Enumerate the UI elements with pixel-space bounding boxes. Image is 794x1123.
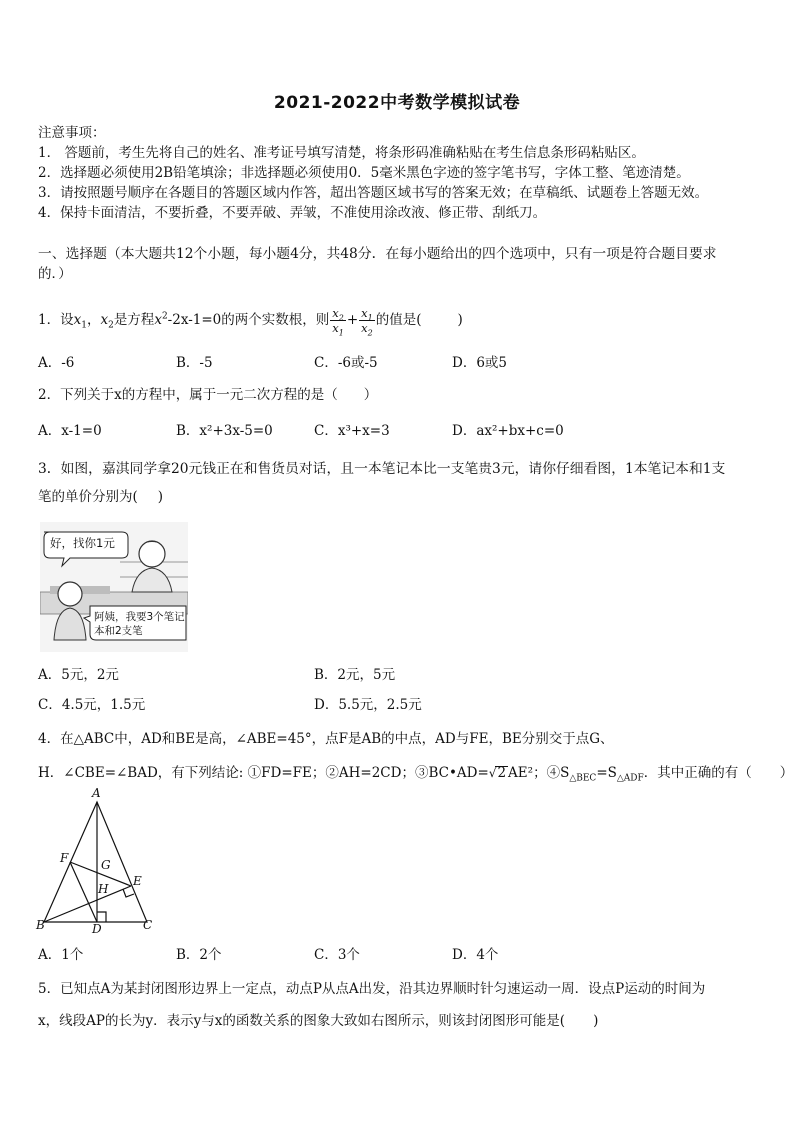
question-4-line1: 4．在△ABC中，AD和BE是高，∠ABE=45°，点F是AB的中点，AD与FE，BE分别交于点G、	[38, 731, 614, 747]
section-heading-line1: 一、选择题（本大题共12个小题，每小题4分，共48分．在每小题给出的四个选项中，只有一项是符合题目要求	[38, 246, 717, 262]
q1-option-b: B．-5	[176, 355, 213, 371]
notice-item-4: 4．保持卡面清洁，不要折叠，不要弄破、弄皱，不准使用涂改液、修正带、刮纸刀。	[38, 205, 547, 221]
question-1: 1．设$x_1$，$x_2$是方程$x^2-2x-1=0$的两个实数根，则 $\frac{x_2}{x_1}$ + $\frac{x_1}{x_2}$ 的值是( )	[38, 306, 463, 338]
q3-option-b: B．2元，5元	[314, 667, 396, 683]
q1-prefix: 1．设	[38, 312, 74, 328]
q2-option-b: B．x²+3x-5=0	[176, 423, 273, 439]
q4-sub-bec: △BEC	[569, 773, 597, 784]
q2-close: ）	[363, 387, 378, 403]
question-5-line1: 5．已知点A为某封闭图形边界上一定点，动点P从点A出发，沿其边界顺时针匀速运动一周．设点P运动的时间为	[38, 981, 706, 997]
q4-text-b: AE²；④S	[508, 765, 570, 781]
q1-close: )	[457, 312, 463, 328]
q3-text: 笔的单价分别为(	[38, 489, 138, 505]
q2-option-a: A．x-1=0	[38, 423, 102, 439]
q1-option-c: C．-6或-5	[314, 355, 378, 371]
q1-fraction-2: $\frac{x_1}{x_2}$	[361, 306, 373, 338]
q4-label-c: C	[143, 918, 153, 932]
q2-option-c: C．x³+x=3	[314, 423, 390, 439]
q4-sqrt-value: 2	[497, 765, 507, 781]
q4-label-b: B	[36, 918, 45, 932]
q4-label-h: H	[98, 882, 109, 896]
q3-bubble-bottom-line2: 本和2支笔	[94, 625, 143, 637]
q4-option-b: B．2个	[176, 947, 222, 963]
q3-bubble-bottom-line1: 阿姨，我要3个笔记	[94, 611, 185, 623]
q4-text-a: H．∠CBE=∠BAD，有下列结论: ①FD=FE；②AH=2CD；③BC•AD=	[38, 765, 489, 781]
question-2	[38, 386, 377, 404]
q1-fraction-1: $\frac{x_2}{x_1}$	[332, 306, 344, 338]
q3-close: )	[157, 489, 164, 505]
q4-label-e: E	[133, 874, 142, 888]
q4-label-g: G	[101, 858, 111, 872]
triangle-diagram	[34, 790, 164, 936]
q3-illustration	[40, 522, 188, 652]
q5-close: )	[593, 1013, 599, 1029]
q1-option-a: A．-6	[38, 355, 75, 371]
q1-mid: 是方程	[113, 312, 155, 328]
question-3-line1: 3．如图，嘉淇同学拿20元钱正在和售货员对话，且一本笔记本比一支笔贵3元，请你仔细看图，1本笔记本和1支	[38, 461, 726, 477]
notice-item-1: 1． 答题前，考生先将自己的姓名、准考证号填写清楚，将条形码准确粘贴在考生信息条形码粘贴区。	[38, 145, 645, 161]
q3-bubble-top: 好，找你1元	[50, 536, 115, 550]
q2-text: 2．下列关于x的方程中，属于一元二次方程的是（	[38, 387, 338, 403]
q2-option-d: D．ax²+bx+c=0	[452, 423, 564, 439]
question-3-line2	[38, 488, 163, 506]
q3-option-a: A．5元，2元	[38, 667, 119, 683]
q4-triangle-figure	[34, 786, 164, 936]
q3-option-d: D．5.5元，2.5元	[314, 697, 422, 713]
notice-item-2: 2．选择题必须使用2B铅笔填涂；非选择题必须使用0．5毫米黑色字迹的签字笔书写，字体工整、笔迹清楚。	[38, 165, 690, 181]
q4-text-c: =S	[596, 765, 617, 781]
q4-sub-adf: △ADF	[616, 773, 644, 784]
q1-equation: -2x-1=0的两个实数根，则	[167, 312, 330, 328]
notice-heading: 注意事项：	[38, 125, 106, 141]
q4-option-c: C．3个	[314, 947, 360, 963]
page-title: 2021-2022中考数学模拟试卷	[273, 93, 521, 113]
q3-option-c: C．4.5元，1.5元	[38, 697, 146, 713]
q4-text-d: ．其中正确的有（	[643, 765, 752, 781]
notice-item-3: 3．请按照题号顺序在各题目的答题区域内作答，超出答题区域书写的答案无效；在草稿纸、试题卷上答题无效。	[38, 185, 709, 201]
q4-label-a: A	[92, 786, 101, 800]
q4-label-d: D	[92, 922, 102, 936]
q4-option-d: D．4个	[452, 947, 499, 963]
q4-option-a: A．1个	[38, 947, 84, 963]
section-heading-line2: 的．）	[38, 266, 72, 282]
q5-text: x，线段AP的长为y．表示y与x的函数关系的图象大致如右图所示，则该封闭图形可能是(	[38, 1013, 566, 1029]
q4-close: ）	[779, 765, 794, 781]
q4-label-f: F	[60, 851, 69, 865]
q1-suffix: 的值是(	[375, 312, 422, 328]
q1-option-d: D．6或5	[452, 355, 508, 371]
q1-comma: ，	[86, 312, 101, 328]
question-4-line2: H．∠CBE=∠BAD，有下列结论: ①FD=FE；②AH=2CD；③BC•AD=√2 AE²；$④S_{\triangle BEC}=S_{\triangle ADF}$．其中正确的有（ ）	[38, 765, 794, 784]
question-5-line2	[38, 1012, 598, 1030]
